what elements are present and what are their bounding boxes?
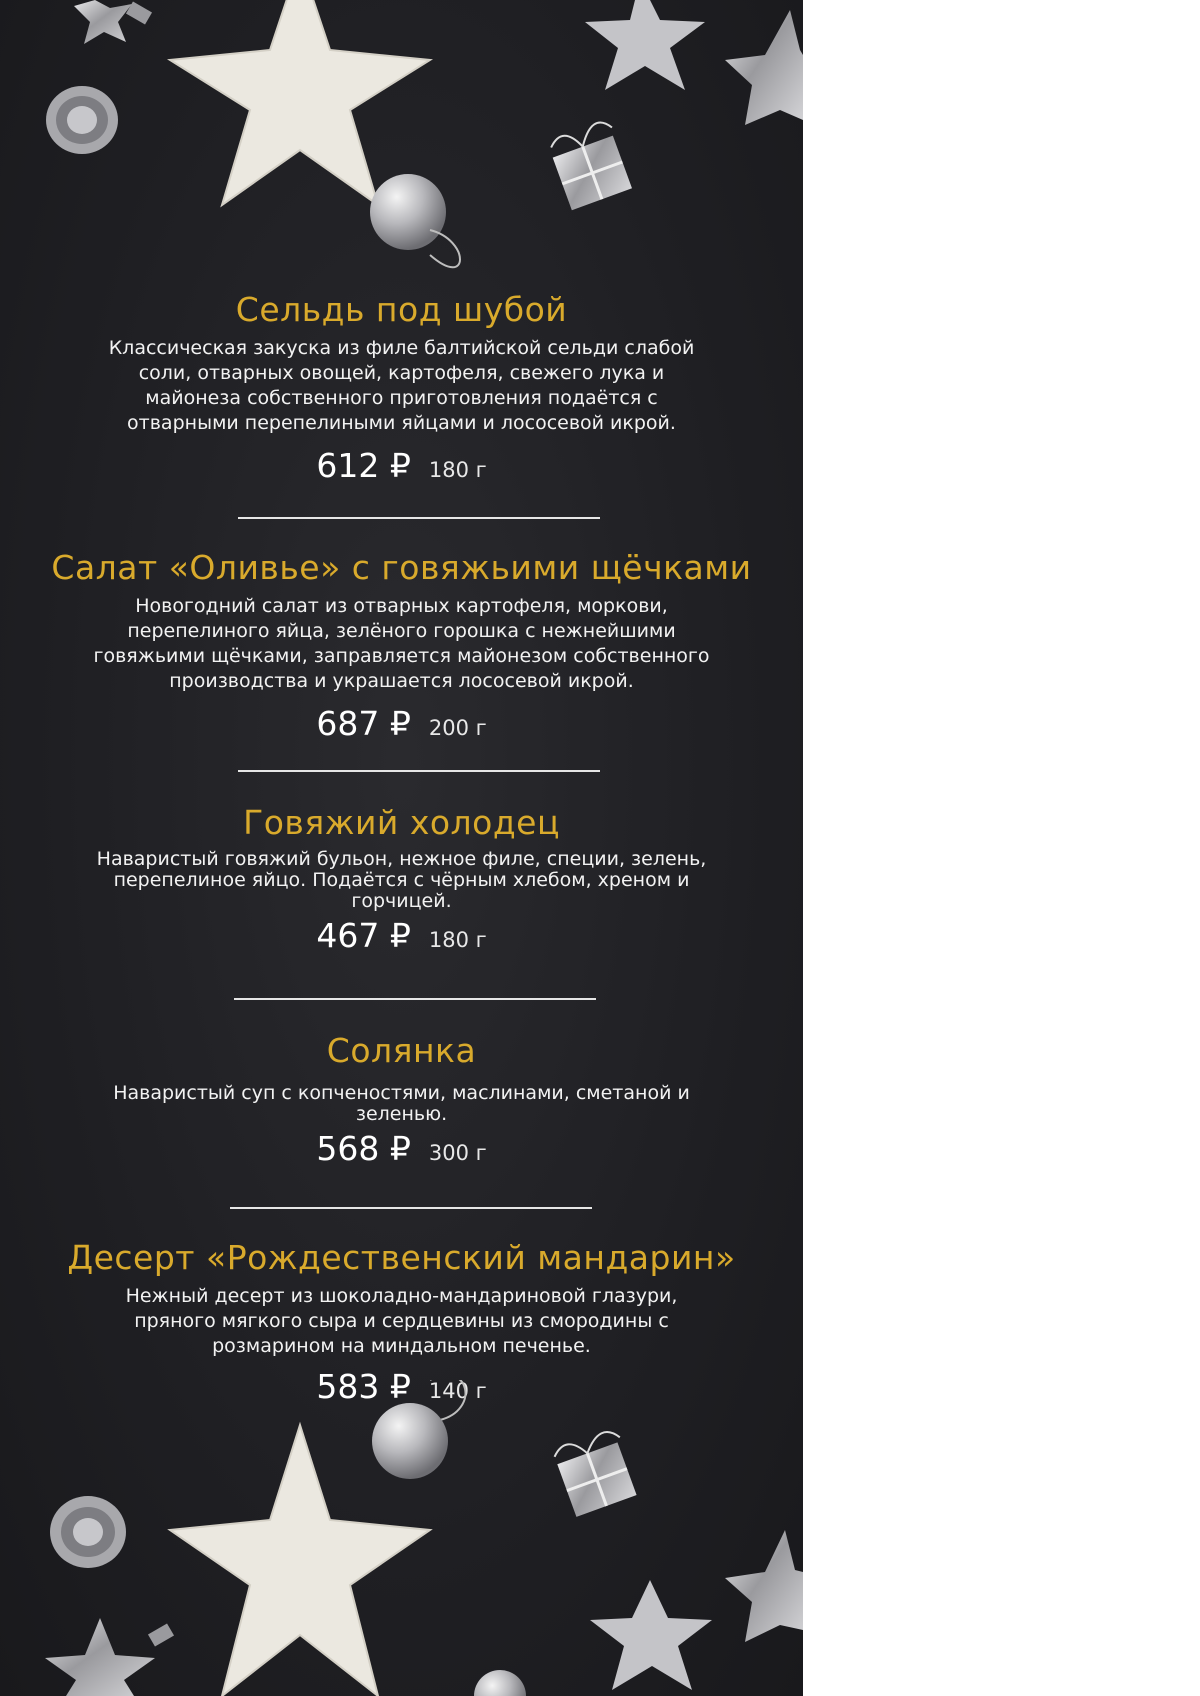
dish-description: Наваристый говяжий бульон, нежное филе, специи, зелень, перепелиное яйцо. Подаётся с чёрным хлебом, хреном и горчицей. xyxy=(96,848,707,912)
glitter-star-icon xyxy=(590,1580,712,1690)
dish-description: Классическая закуска из филе балтийской сельди слабой соли, отварных овощей, картофеля, свежего лука и майонеза собственного приготовления подаётся с отварными перепелиными яйцами и лососевой икрой. xyxy=(108,337,695,434)
menu-item xyxy=(0,803,803,962)
price-row xyxy=(0,446,803,492)
dish-weight: 180 г xyxy=(428,928,487,952)
menu-item xyxy=(0,290,803,492)
silver-star-icon xyxy=(725,1530,803,1642)
silver-ornament-ball-icon xyxy=(474,1670,526,1696)
dish-title: Десерт «Рождественский мандарин» xyxy=(67,1238,736,1277)
white-star-icon xyxy=(170,0,430,205)
decoration-bottom xyxy=(0,1380,803,1696)
silver-ornament-ball-icon xyxy=(370,174,446,250)
dish-price: 467 ₽ xyxy=(316,916,411,955)
menu-item xyxy=(0,1031,803,1175)
dish-weight: 200 г xyxy=(428,716,487,740)
silver-star-icon xyxy=(725,10,803,125)
dish-title: Говяжий холодец xyxy=(243,803,560,842)
silver-star-icon xyxy=(74,0,132,44)
pine-cone-icon xyxy=(46,86,118,154)
dish-description: Новогодний салат из отварных картофеля, моркови, перепелиного яйца, зелёного горошка с нежнейшими говяжьими щёчками, заправляется майонезом собственного производства и украшается лососевой икрой. xyxy=(93,595,710,692)
divider xyxy=(238,517,600,519)
decoration-top xyxy=(0,0,803,270)
silver-gift-icon xyxy=(547,119,634,210)
dish-title: Сельдь под шубой xyxy=(235,290,568,329)
menu-item xyxy=(0,548,803,750)
dish-weight: 140 г xyxy=(428,1379,487,1403)
price-row xyxy=(0,1129,803,1175)
dish-description: Наваристый суп с копченостями, маслинами, сметаной и зеленью. xyxy=(113,1082,690,1125)
pine-cone-icon xyxy=(50,1496,126,1568)
price-row xyxy=(0,916,803,962)
silver-star-icon xyxy=(45,1618,155,1696)
dish-weight: 300 г xyxy=(428,1141,487,1165)
divider xyxy=(234,998,596,1000)
divider xyxy=(238,770,600,772)
silver-ornament-ball-icon xyxy=(372,1403,448,1479)
price-row xyxy=(0,704,803,750)
dish-price: 612 ₽ xyxy=(316,446,411,485)
dish-description: Нежный десерт из шоколадно-мандариновой глазури, пряного мягкого сыра и сердцевины из смородины с розмарином на миндальном печенье. xyxy=(125,1285,678,1357)
dish-title: Салат «Оливье» с говяжьими щёчками xyxy=(51,548,752,587)
glitter-star-icon xyxy=(585,0,705,90)
silver-gift-icon xyxy=(552,1427,640,1517)
dish-price: 568 ₽ xyxy=(316,1129,411,1168)
dish-title: Солянка xyxy=(326,1031,477,1070)
divider xyxy=(230,1207,592,1209)
ornament-cap-icon xyxy=(148,1623,174,1646)
dish-weight: 180 г xyxy=(428,458,487,482)
dish-price: 687 ₽ xyxy=(316,704,411,743)
dish-price: 583 ₽ xyxy=(316,1367,411,1406)
